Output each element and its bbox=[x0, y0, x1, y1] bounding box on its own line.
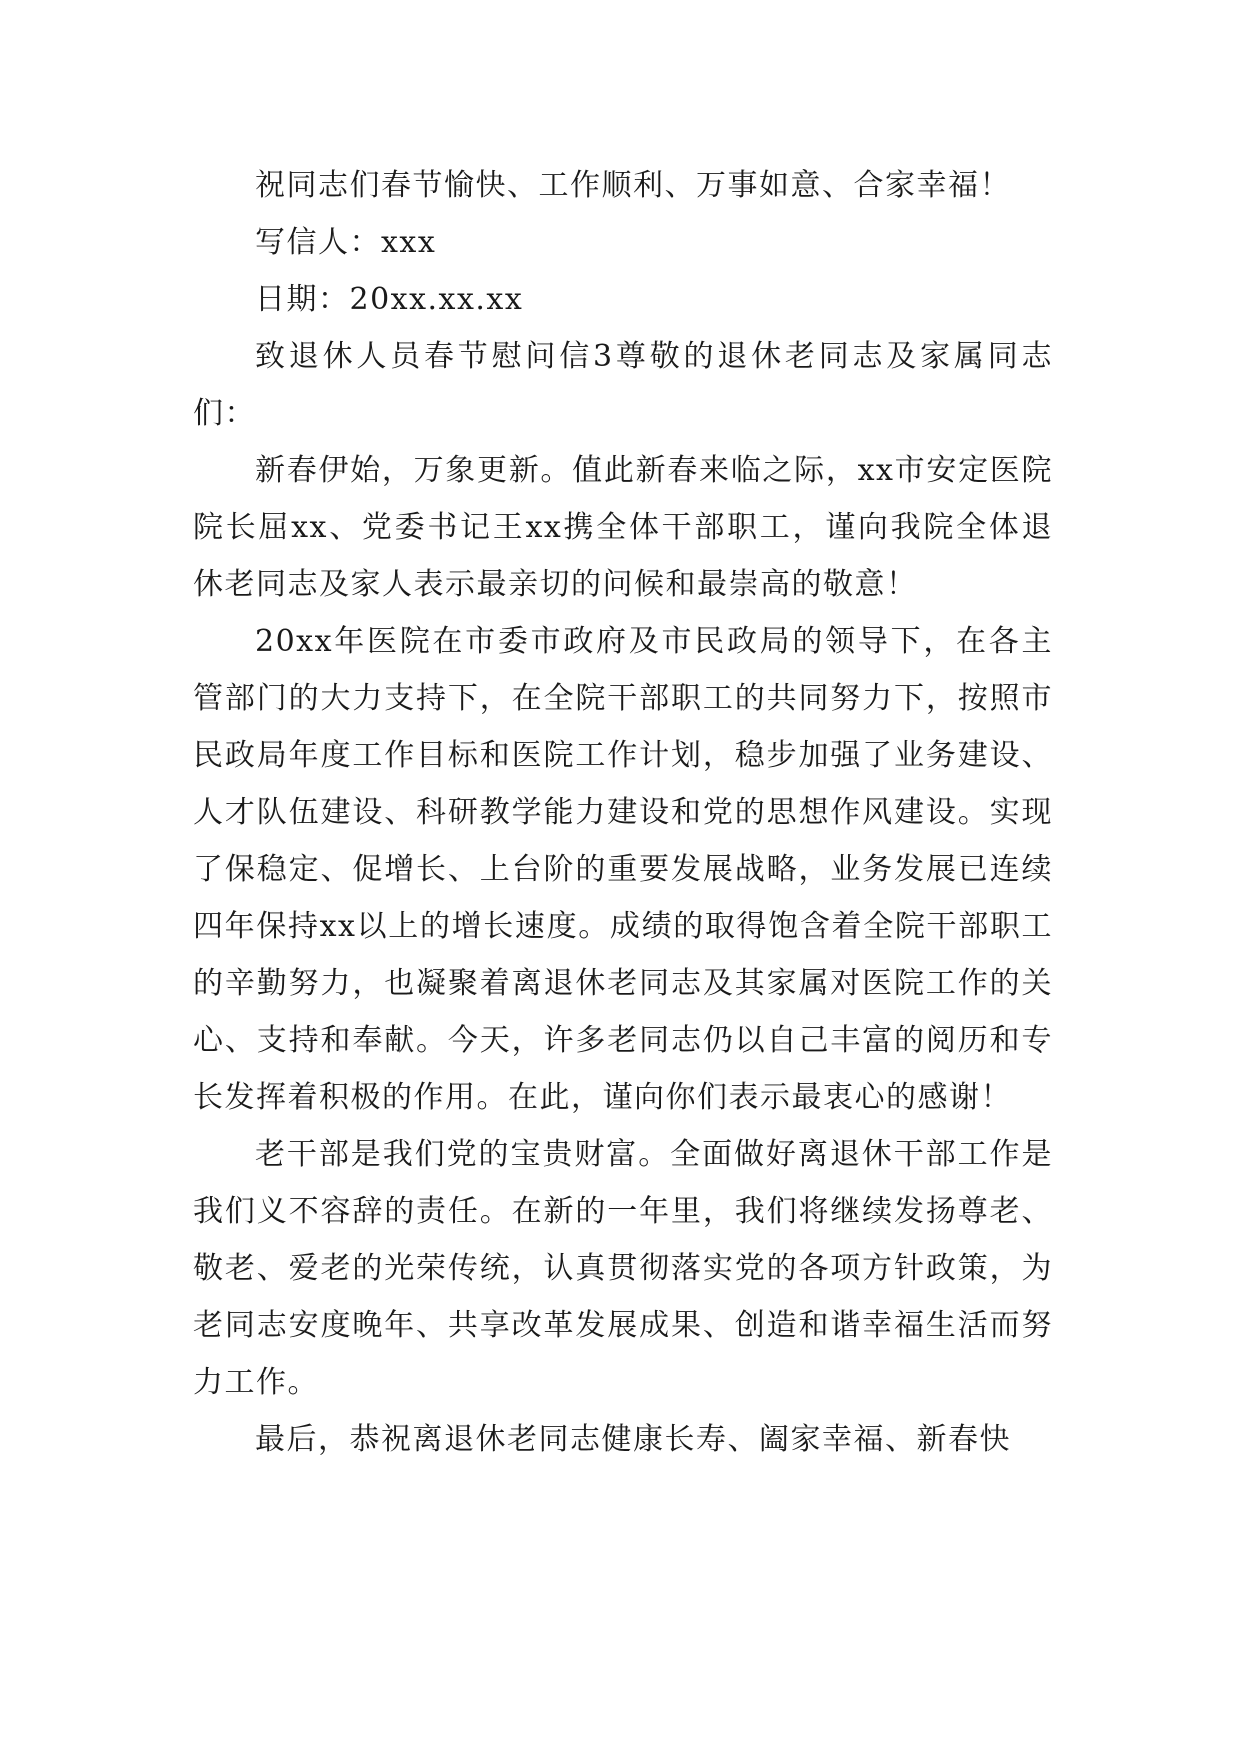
letter-writer: 写信人：xxx bbox=[255, 225, 437, 260]
paragraph-achievements: 20xx年医院在市委市政府及市民政局的领导下，在各主管部门的大力支持下，在全院干部职工的共同努力下，按照市民政局年度工作目标和医院工作计划，稳步加强了业务建设、人才队伍建设、科研教学能力建设和党的思想作风建设。实现了保稳定、促增长、上台阶的重要发展战略，业务发展已连续四年保持xx以上的增长速度。成绩的取得饱含着全院干部职工的辛勤努力，也凝聚着离退休老同志及其家属对医院工作的关心、支持和奉献。今天，许多老同志仍以自己丰富的阅历和专长发挥着积极的作用。在此，谨向你们表示最衷心的感谢！ bbox=[193, 624, 1053, 1115]
document-body bbox=[193, 157, 1053, 1468]
paragraph-greeting: 新春伊始，万象更新。值此新春来临之际，xx市安定医院院长屈xx、党委书记王xx携全体干部职工，谨向我院全体退休老同志及家人表示最亲切的问候和最崇高的敬意！ bbox=[193, 453, 1053, 602]
letter-heading-salutation: 致退休人员春节慰问信3尊敬的退休老同志及家属同志们： bbox=[193, 339, 1053, 431]
closing-wishes: 祝同志们春节愉快、工作顺利、万事如意、合家幸福！ bbox=[255, 168, 1011, 203]
paragraph-commitment: 老干部是我们党的宝贵财富。全面做好离退休干部工作是我们义不容辞的责任。在新的一年里，我们将继续发扬尊老、敬老、爱老的光荣传统，认真贯彻落实党的各项方针政策，为老同志安度晚年、共享改革发展成果、创造和谐幸福生活而努力工作。 bbox=[193, 1137, 1053, 1400]
letter-date: 日期：20xx.xx.xx bbox=[255, 282, 524, 317]
paragraph-final-wishes: 最后，恭祝离退休老同志健康长寿、阖家幸福、新春快 bbox=[255, 1422, 1011, 1457]
